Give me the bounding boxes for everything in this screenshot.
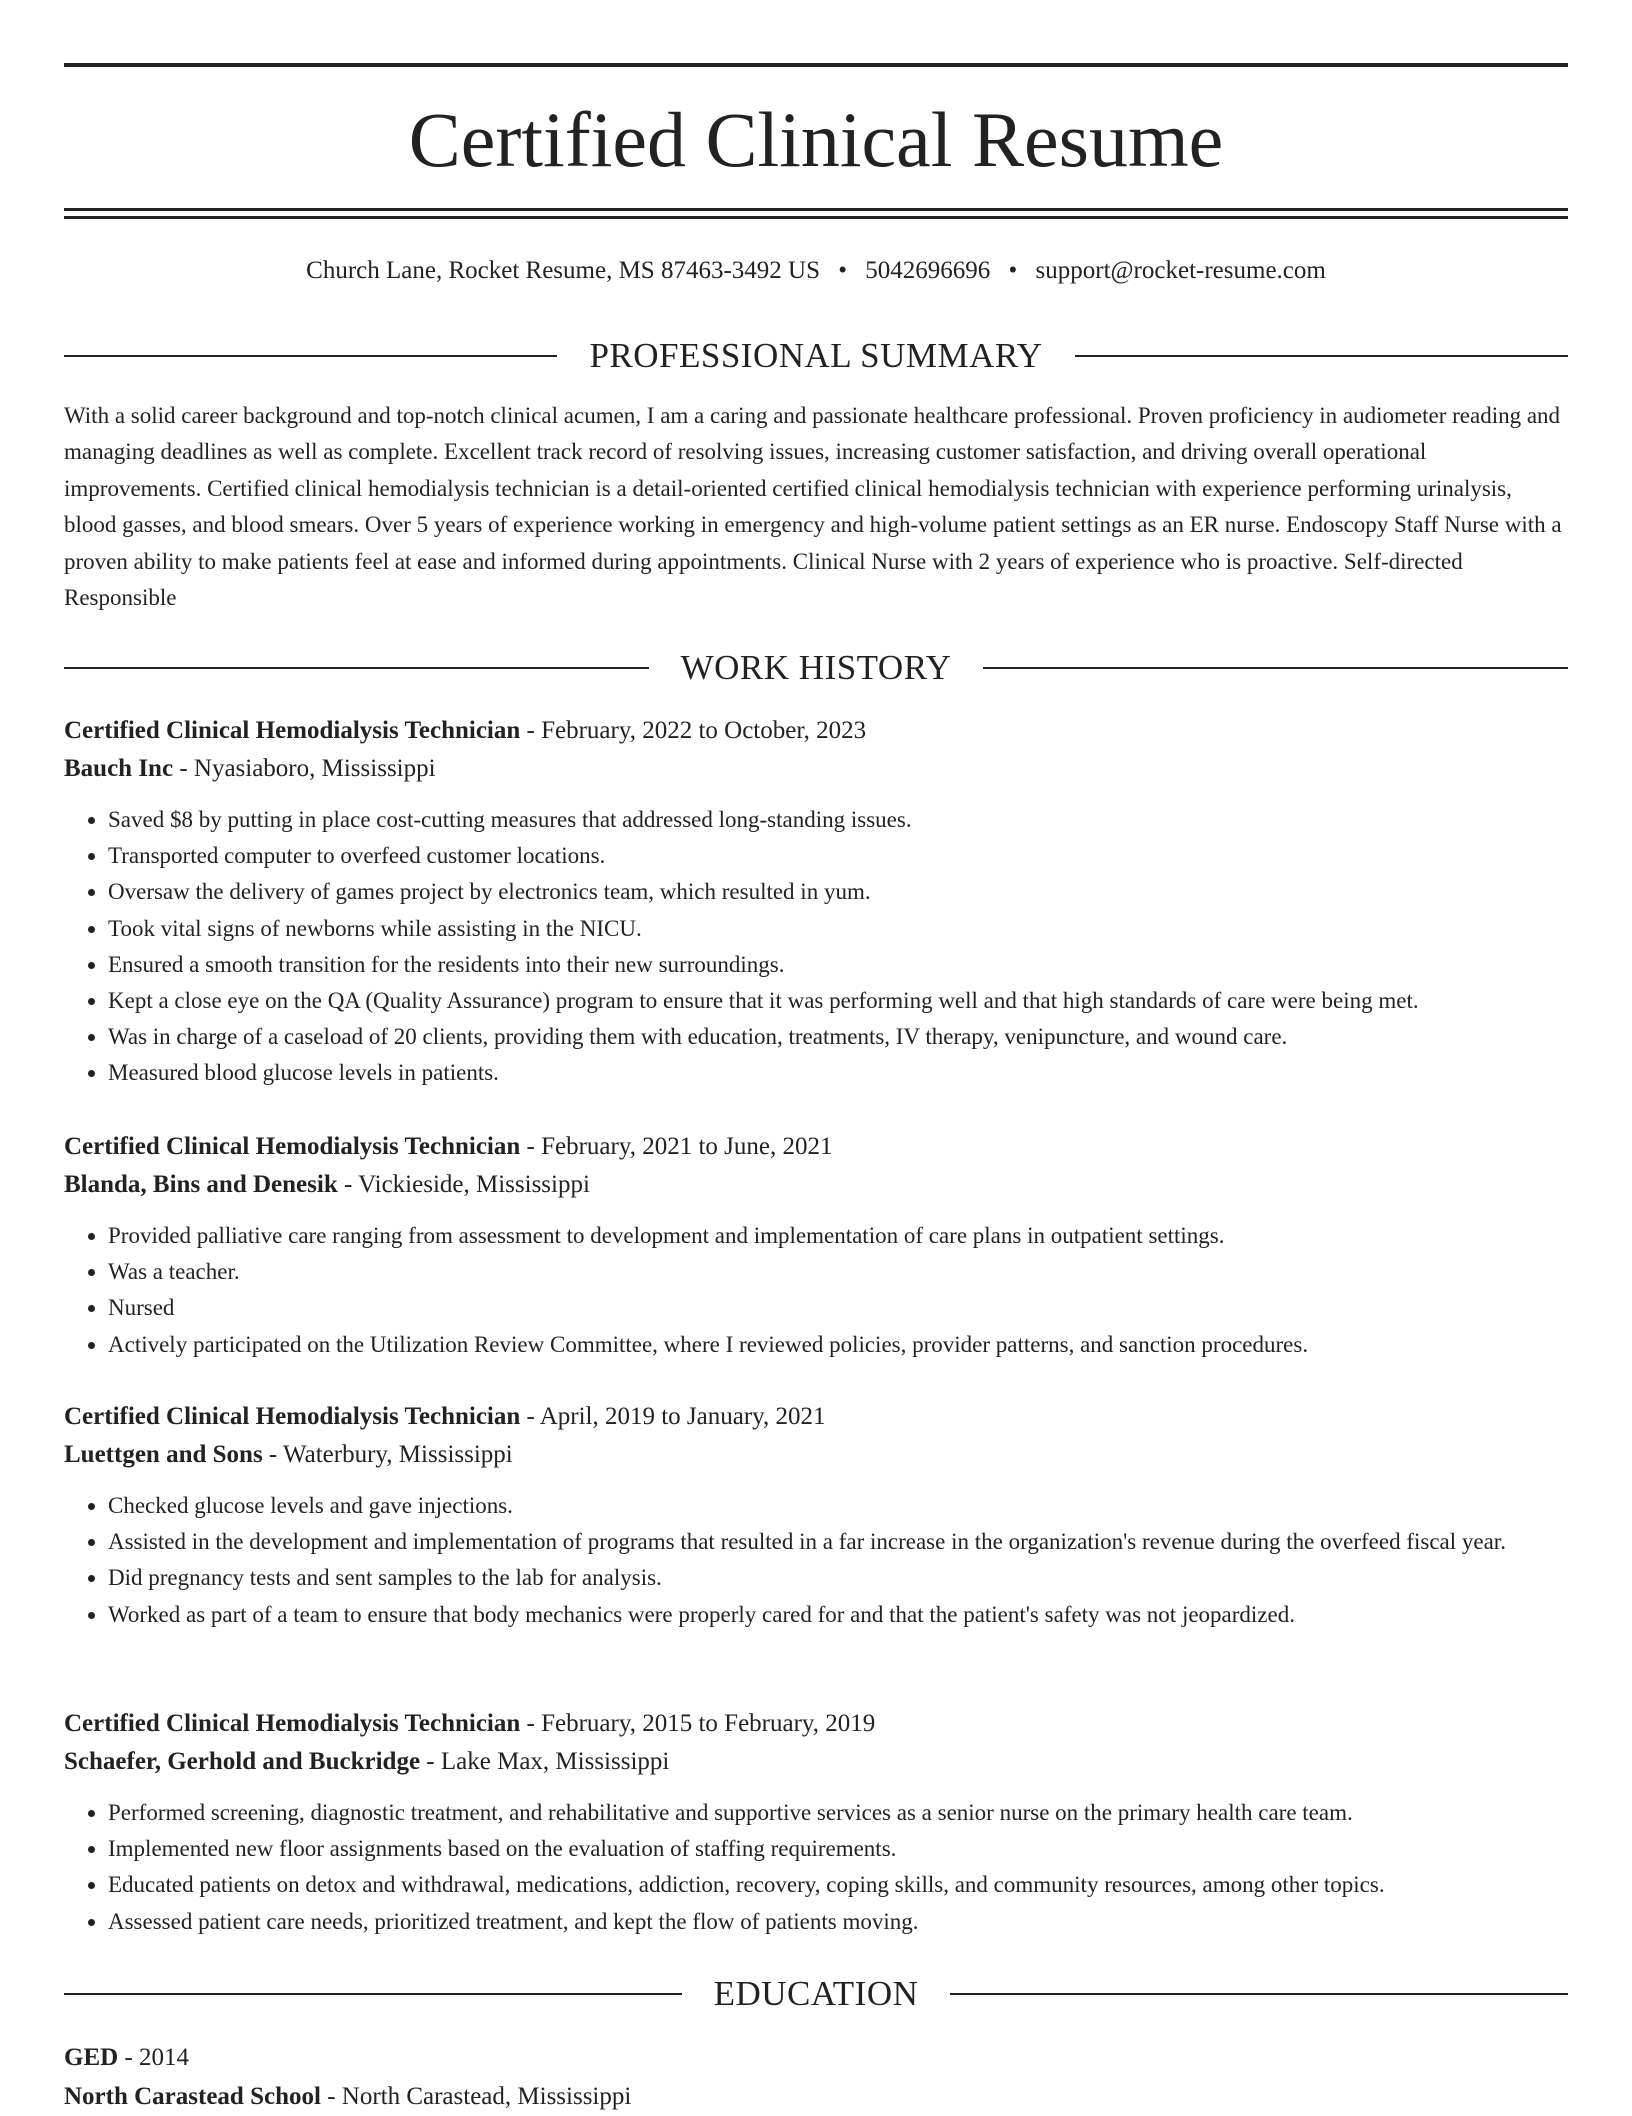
summary-section-heading	[64, 334, 1568, 378]
job-company-line	[64, 1743, 1568, 1781]
work-history-heading-label: WORK HISTORY	[680, 648, 952, 687]
education-school: North Carastead School	[64, 2083, 321, 2110]
contact-phone: 5042696696	[865, 257, 991, 284]
job-company: Luettgen and Sons	[64, 1441, 263, 1468]
resume-title: Certified Clinical Resume	[408, 96, 1224, 183]
job-bullet: • Nursed	[108, 1290, 1568, 1326]
job-company: Bauch Inc	[64, 755, 174, 782]
job-bullet: • Assessed patient care needs, prioritized treatment, and kept the flow of patients moving.	[108, 1904, 1568, 1940]
job-dates: - February, 2022 to October, 2023	[520, 717, 867, 744]
job-bullet: • Did pregnancy tests and sent samples to the lab for analysis.	[108, 1560, 1568, 1596]
education-school-line	[64, 2077, 1568, 2116]
heading-rule-left	[64, 355, 557, 357]
education-degree-line	[64, 2038, 1568, 2077]
job-title: Certified Clinical Hemodialysis Technician	[64, 1403, 521, 1430]
job-bullet: • Was in charge of a caseload of 20 clients, providing them with education, treatments, IV therapy, venipuncture, and wound care.	[108, 1019, 1568, 1055]
job-title-line	[64, 1705, 1568, 1743]
job-title: Certified Clinical Hemodialysis Technician	[64, 717, 521, 744]
contact-address: Church Lane, Rocket Resume, MS 87463-3492 US	[306, 257, 820, 284]
job-company-line	[64, 750, 1568, 788]
job-bullet: • Oversaw the delivery of games project by electronics team, which resulted in yum.	[108, 874, 1568, 910]
summary-text: With a solid career background and top-notch clinical acumen, I am a caring and passionate healthcare professional. Proven proficiency in audiometer reading and managing deadlines as well as complete. Excellent track record of resolving issues, increasing customer satisfaction, and driving overall operational improvements. Certified clinical hemodialysis technician is a detail-oriented certified clinical hemodialysis technician with experience performing urinalysis, blood gasses, and blood smears. Over 5 years of experience working in emergency and high-volume patient settings as an ER nurse. Endoscopy Staff Nurse with a proven ability to make patients feel at ease and informed during appointments. Clinical Nurse with 2 years of experience who is proactive. Self-directed Responsible	[64, 403, 1562, 611]
summary-heading-label: PROFESSIONAL SUMMARY	[589, 336, 1043, 375]
job-company-line	[64, 1436, 1568, 1474]
job-bullet: • Kept a close eye on the QA (Quality Assurance) program to ensure that it was performing well and that high standards of care were being met.	[108, 983, 1568, 1019]
job-bullet-list	[64, 802, 1568, 1092]
job-company: Schaefer, Gerhold and Buckridge	[64, 1748, 421, 1775]
education-degree: GED	[64, 2044, 119, 2071]
job-title: Certified Clinical Hemodialysis Technician	[64, 1710, 521, 1737]
job-bullet-list	[64, 1218, 1568, 1363]
education-location: - North Carastead, Mississippi	[320, 2083, 632, 2110]
job-title-line	[64, 1128, 1568, 1166]
title-underline-rule	[64, 208, 1568, 211]
job-bullet: • Checked glucose levels and gave injections.	[108, 1488, 1568, 1524]
job-entry	[64, 712, 1568, 1092]
job-title: Certified Clinical Hemodialysis Technician	[64, 1133, 521, 1160]
contact-email: support@rocket-resume.com	[1035, 257, 1326, 284]
job-bullet: • Assisted in the development and implementation of programs that resulted in a far increase in the organization's revenue during the overfeed fiscal year.	[108, 1524, 1568, 1560]
job-bullet-list	[64, 1488, 1568, 1633]
title-underline-rule-second	[64, 216, 1568, 219]
top-rule	[64, 63, 1568, 67]
heading-rule-right	[1075, 355, 1568, 357]
job-bullet: • Ensured a smooth transition for the residents into their new surroundings.	[108, 947, 1568, 983]
job-dates: - February, 2021 to June, 2021	[520, 1133, 833, 1160]
heading-rule-left	[64, 667, 649, 669]
job-bullet: • Implemented new floor assignments based on the evaluation of staffing requirements.	[108, 1831, 1568, 1867]
job-title-line	[64, 712, 1568, 750]
job-bullet: • Transported computer to overfeed customer locations.	[108, 838, 1568, 874]
job-bullet: • Measured blood glucose levels in patients.	[108, 1055, 1568, 1091]
job-bullet: • Performed screening, diagnostic treatment, and rehabilitative and supportive services as a senior nurse on the primary health care team.	[108, 1795, 1568, 1831]
job-entry	[64, 1398, 1568, 1633]
job-bullet: • Was a teacher.	[108, 1254, 1568, 1290]
contact-separator: •	[838, 257, 848, 284]
job-location: - Vickieside, Mississippi	[337, 1171, 590, 1198]
job-bullet: • Educated patients on detox and withdrawal, medications, addiction, recovery, coping skills, and community resources, among other topics.	[108, 1867, 1568, 1903]
job-bullet: • Saved $8 by putting in place cost-cutting measures that addressed long-standing issues.	[108, 802, 1568, 838]
heading-rule-right	[950, 1993, 1568, 1995]
job-bullet: • Actively participated on the Utilization Review Committee, where I reviewed policies, provider patterns, and sanction procedures.	[108, 1327, 1568, 1363]
education-heading-label: EDUCATION	[713, 1974, 919, 2013]
work-history-section-heading	[64, 646, 1568, 690]
job-location: - Lake Max, Mississippi	[420, 1748, 670, 1775]
heading-rule-right	[983, 667, 1568, 669]
job-entry	[64, 1705, 1568, 1940]
job-company: Blanda, Bins and Denesik	[64, 1171, 338, 1198]
education-section-heading	[64, 1972, 1568, 2016]
job-location: - Waterbury, Mississippi	[262, 1441, 513, 1468]
job-bullet: • Took vital signs of newborns while assisting in the NICU.	[108, 911, 1568, 947]
job-bullet: • Provided palliative care ranging from assessment to development and implementation of care plans in outpatient settings.	[108, 1218, 1568, 1254]
job-bullet: • Worked as part of a team to ensure that body mechanics were properly cared for and that the patient's safety was not jeopardized.	[108, 1597, 1568, 1633]
job-dates: - February, 2015 to February, 2019	[520, 1710, 876, 1737]
job-title-line	[64, 1398, 1568, 1436]
job-location: - Nyasiaboro, Mississippi	[173, 755, 436, 782]
education-entry	[64, 2038, 1568, 2116]
heading-rule-left	[64, 1993, 682, 1995]
job-bullet-list	[64, 1795, 1568, 1940]
contact-line	[64, 254, 1568, 288]
education-year: - 2014	[118, 2044, 190, 2071]
job-dates: - April, 2019 to January, 2021	[520, 1403, 826, 1430]
job-company-line	[64, 1166, 1568, 1204]
contact-separator: •	[1008, 257, 1018, 284]
job-entry	[64, 1128, 1568, 1363]
